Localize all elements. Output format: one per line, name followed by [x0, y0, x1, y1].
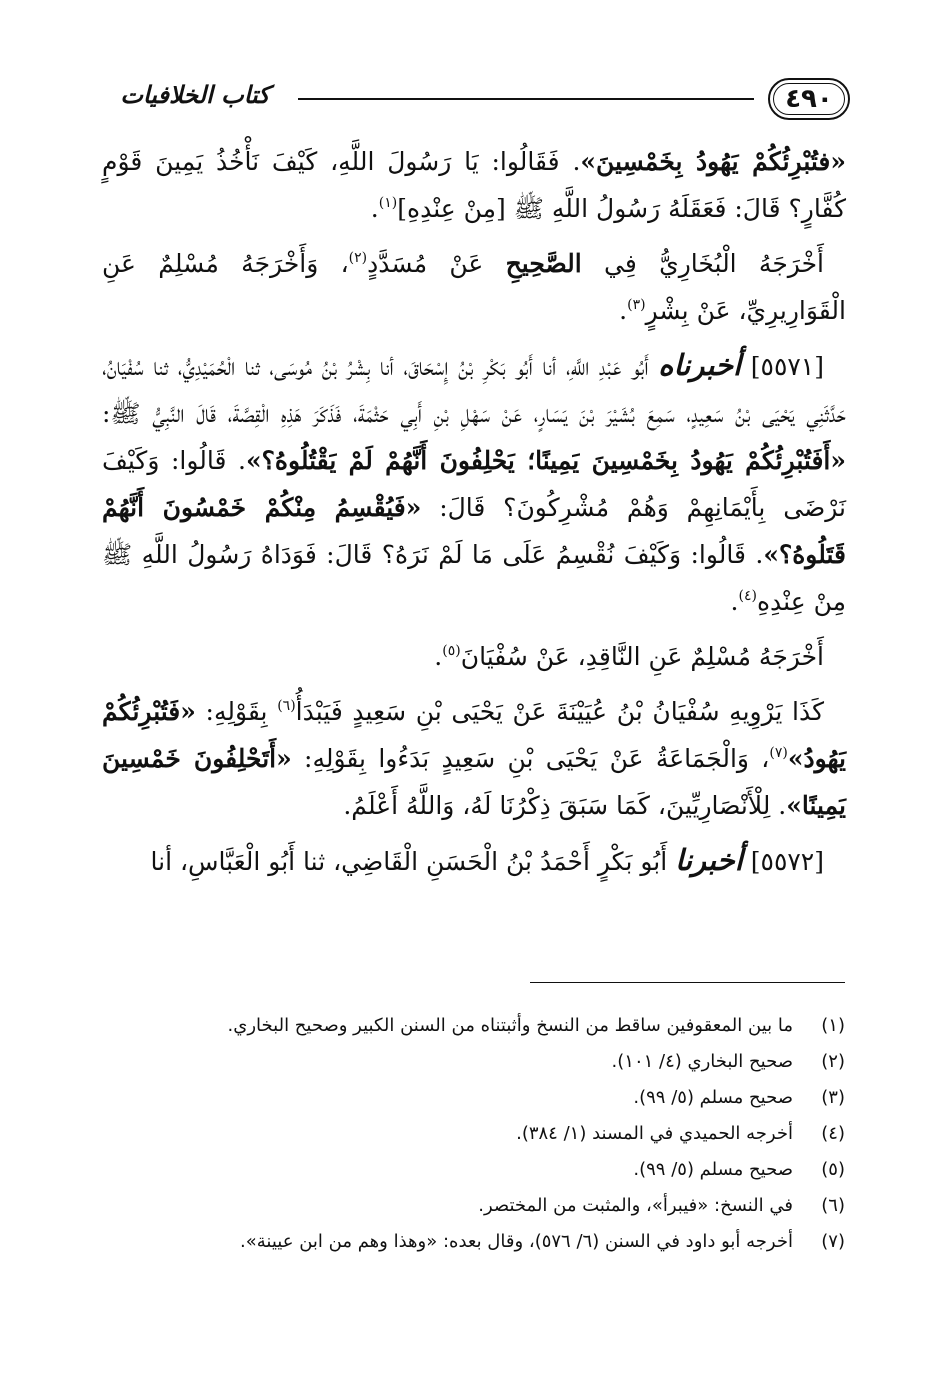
footnote-number: (٦): [821, 1194, 845, 1216]
text-run: .: [434, 642, 443, 671]
text-run: ، وَأَخْرَجَهُ مُسْلِمٌ عَنِ الْقَوَارِيرِيِّ، عَنْ بِشْرٍ: [102, 249, 846, 325]
hadith-number: [٥٥٧٢]: [750, 847, 824, 876]
footnote-item: [101, 1079, 845, 1115]
footnotes: [101, 1007, 845, 1259]
prophetic-quote: «أَفَتُبْرِئُكُمْ يَهُودُ بِخَمْسِينَ يَمِينًا؛ يَحْلِفُونَ أَنَّهُمْ لَمْ يَقْتُلُوهُ؟»: [245, 446, 846, 475]
footnote-text: أخرجه الحميدي في المسند (١/ ٣٨٤).: [516, 1122, 793, 1144]
footnote-text: صحيح مسلم (٥/ ٩٩).: [633, 1086, 793, 1108]
footnote-item: [101, 1043, 845, 1079]
book-title: كتاب الخلافيات: [120, 80, 270, 109]
text-run: بِقَوْلِهِ:: [205, 697, 268, 726]
header-rule: [298, 98, 754, 100]
footnote-ref: (٢): [348, 250, 368, 266]
footnote-ref: (٦): [277, 698, 296, 714]
running-header: [100, 78, 850, 124]
footnote-ref: (٣): [627, 297, 646, 313]
paragraph-hadith-5572: [102, 837, 846, 885]
text-run: أَخْرَجَهُ الْبُخَارِيُّ فِي: [604, 249, 824, 278]
paragraph-4: [102, 633, 846, 680]
footnote-text: صحيح البخاري (٤/ ١٠١).: [611, 1050, 793, 1072]
text-run: . قَالُوا: وَكَيْفَ نُقْسِمُ عَلَى مَا لَمْ نَرَهُ؟ قَالَ: فَوَدَاهُ رَسُولُ اللَّهِ ﷺ مِنْ عِنْدِهِ: [102, 540, 846, 616]
text-run: . فَقَالُوا: يَا رَسُولَ اللَّهِ، كَيْفَ نَأْخُذُ يَمِينَ قَوْمٍ كُفَّارٍ؟ قَالَ: فَعَقَلَهُ رَسُولُ اللَّهِ ﷺ [مِنْ عِنْدِهِ]: [102, 147, 846, 223]
paragraph-1: [102, 138, 846, 232]
text-run: . قَالُوا: وَكَيْفَ نَرْضَى بِأَيْمَانِهِمْ وَهُمْ مُشْرِكُونَ؟ قَالَ:: [102, 446, 847, 522]
narration-label: أخبرناه: [658, 348, 742, 382]
footnote-item: [101, 1151, 845, 1187]
footnote-text: أخرجه أبو داود في السنن (٦/ ٥٧٦)، وقال بعده: «وهذا وهم من ابن عيينة».: [240, 1230, 793, 1252]
prophetic-quote: «فتُبْرِئُكُمْ يَهُودُ بِخَمْسِينَ»: [580, 147, 846, 176]
footnote-number: (١): [821, 1014, 845, 1036]
text-run: .: [370, 194, 379, 223]
footnote-ref: (٤): [738, 588, 757, 604]
hadith-number: [٥٥٧١]: [750, 352, 824, 381]
footnote-item: [101, 1223, 845, 1259]
footnote-text: صحيح مسلم (٥/ ٩٩).: [633, 1158, 793, 1180]
footnote-number: (٧): [821, 1230, 845, 1252]
paragraph-2: [102, 240, 846, 334]
text-run: كَذَا يَرْوِيهِ سُفْيَانُ بْنُ عُيَيْنَةَ عَنْ يَحْيَى بْنِ سَعِيدٍ فَيَبْدَأُ: [295, 697, 825, 726]
main-text: [102, 138, 846, 893]
text-run: .: [730, 587, 739, 616]
footnote-ref: (٧): [769, 745, 788, 761]
prophetic-quote: «فَتُبْرِئُكُمْ يَهُودُ»: [102, 697, 847, 773]
footnote-item: [101, 1007, 845, 1043]
prophetic-quote: «فَيُقْسِمُ مِنْكُمْ خَمْسُونَ أَنَّهُمْ قَتَلُوهُ؟»: [102, 493, 846, 569]
book-name-sahih: الصَّحِيحِ: [505, 249, 582, 278]
narration-label: أخبرنا: [675, 843, 743, 877]
footnote-number: (٥): [821, 1158, 845, 1180]
footnote-number: (٤): [821, 1122, 845, 1144]
text-run: عَنْ مُسَدَّدٍ: [367, 249, 484, 278]
prophetic-quote: «أَتَحْلِفُونَ خَمْسِينَ يَمِينًا»: [102, 744, 846, 820]
footnote-ref: (١): [378, 195, 398, 211]
page-number-badge: ٤٩٠: [768, 78, 850, 120]
text-run: أَبُو عَبْدِ اللَّهِ، أنا أَبُو بَكْرِ بْنُ إِسْحَاقَ، أنا بِشْرُ بْنُ مُوسَى، ثنا الْحُمَيْدِيُّ، ثنا سُفْيَانُ، حَدَّثَنِي يَحْيَى بْنُ سَعِيدٍ، سَمِعَ بُشَيْرَ بْنَ يَسَارٍ، عَنْ سَهْلِ بْنِ أَبِي حَثْمَةَ، فَذَكَرَ هَذِهِ الْقِصَّةَ، قَالَ النَّبِيُّ ﷺ:: [102, 352, 846, 428]
footnote-ref: (٥): [442, 643, 461, 659]
text-run: أَخْرَجَهُ مُسْلِمٌ عَنِ النَّاقِدِ، عَنْ سُفْيَانَ: [460, 642, 824, 671]
text-run: . لِلْأَنْصَارِيِّينَ، كَمَا سَبَقَ ذِكْرُنَا لَهُ، وَاللَّهُ أَعْلَمُ.: [343, 791, 787, 820]
text-run: أَبُو بَكْرٍ أَحْمَدُ بْنُ الْحَسَنِ الْقَاضِي، ثنا أَبُو الْعَبَّاسِ، أنا: [150, 847, 668, 876]
footnote-separator: [530, 982, 845, 983]
paragraph-5: [102, 688, 846, 829]
footnote-item: [101, 1115, 845, 1151]
text-run: .: [619, 296, 628, 325]
footnote-text: ما بين المعقوفين ساقط من النسخ وأثبتناه من السنن الكبير وصحيح البخاري.: [227, 1014, 793, 1036]
footnote-text: في النسخ: «فيبرأ»، والمثبت من المختصر.: [478, 1194, 793, 1216]
paragraph-hadith-5571: [102, 342, 846, 625]
footnote-number: (٣): [821, 1086, 845, 1108]
text-run: ، وَالْجَمَاعَةُ عَنْ يَحْيَى بْنِ سَعِيدٍ بَدَءُوا بِقَوْلِهِ:: [304, 744, 770, 773]
footnote-number: (٢): [821, 1050, 845, 1072]
footnote-item: [101, 1187, 845, 1223]
